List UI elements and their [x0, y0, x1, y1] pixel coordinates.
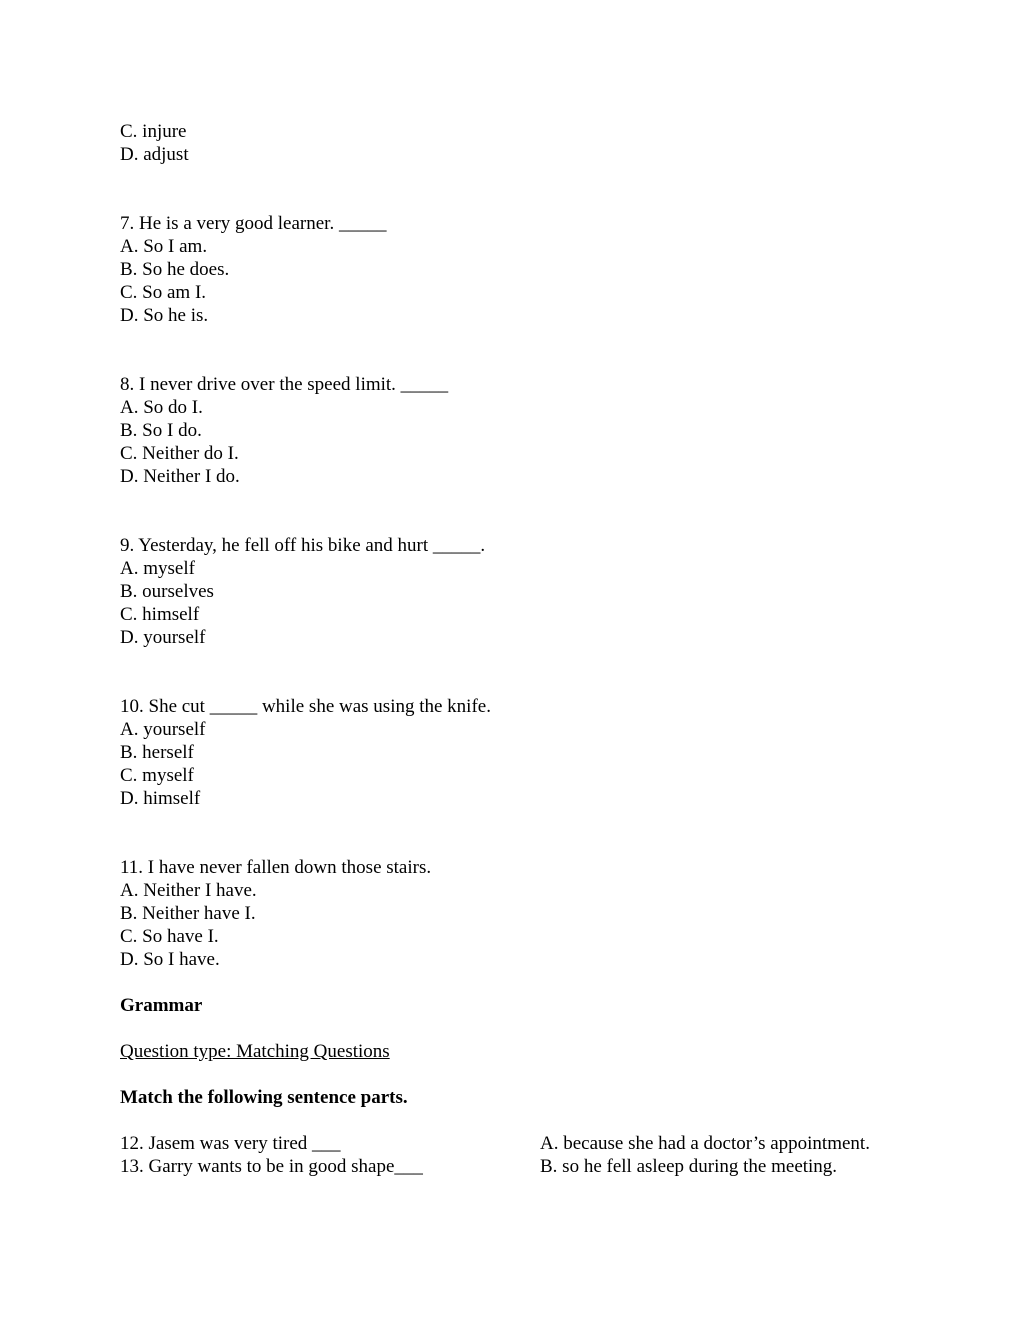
matching-right-b: B. so he fell asleep during the meeting. [540, 1156, 838, 1177]
question-10-prompt: 10. She cut _____ while she was using the knife. [120, 696, 491, 717]
question-10-option-d: D. himself [120, 788, 201, 809]
question-7-prompt: 7. He is a very good learner. _____ [120, 213, 387, 234]
question-10-option-a: A. yourself [120, 719, 206, 740]
question-8-option-b: B. So I do. [120, 420, 202, 441]
question-9-option-c: C. himself [120, 604, 200, 625]
question-11-option-b: B. Neither have I. [120, 903, 256, 924]
question-11-prompt: 11. I have never fallen down those stairs. [120, 857, 432, 878]
question-9-option-a: A. myself [120, 558, 195, 579]
matching-left-12: 12. Jasem was very tired ___ [120, 1133, 341, 1154]
question-11-option-c: C. So have I. [120, 926, 219, 947]
matching-left-13: 13. Garry wants to be in good shape___ [120, 1156, 423, 1177]
question-7-option-a: A. So I am. [120, 236, 208, 257]
question-10-option-b: B. herself [120, 742, 194, 763]
question-8-prompt: 8. I never drive over the speed limit. _____ [120, 374, 449, 395]
question-10-option-c: C. myself [120, 765, 194, 786]
question-7-option-b: B. So he does. [120, 259, 230, 280]
question-8-option-c: C. Neither do I. [120, 443, 239, 464]
question-8-option-a: A. So do I. [120, 397, 203, 418]
matching-instruction: Match the following sentence parts. [120, 1087, 408, 1108]
question-11-option-a: A. Neither I have. [120, 880, 257, 901]
question-9-prompt: 9. Yesterday, he fell off his bike and hurt _____. [120, 535, 486, 556]
option-d-prev: D. adjust [120, 144, 189, 165]
question-7-option-d: D. So he is. [120, 305, 209, 326]
section-heading: Grammar [120, 995, 203, 1016]
question-9-option-b: B. ourselves [120, 581, 214, 602]
option-c-prev: C. injure [120, 121, 187, 142]
question-type-label: Question type: Matching Questions [120, 1041, 390, 1062]
question-8-option-d: D. Neither I do. [120, 466, 240, 487]
question-11-option-d: D. So I have. [120, 949, 220, 970]
question-9-option-d: D. yourself [120, 627, 206, 648]
question-7-option-c: C. So am I. [120, 282, 207, 303]
matching-right-a: A. because she had a doctor’s appointment. [540, 1133, 870, 1154]
